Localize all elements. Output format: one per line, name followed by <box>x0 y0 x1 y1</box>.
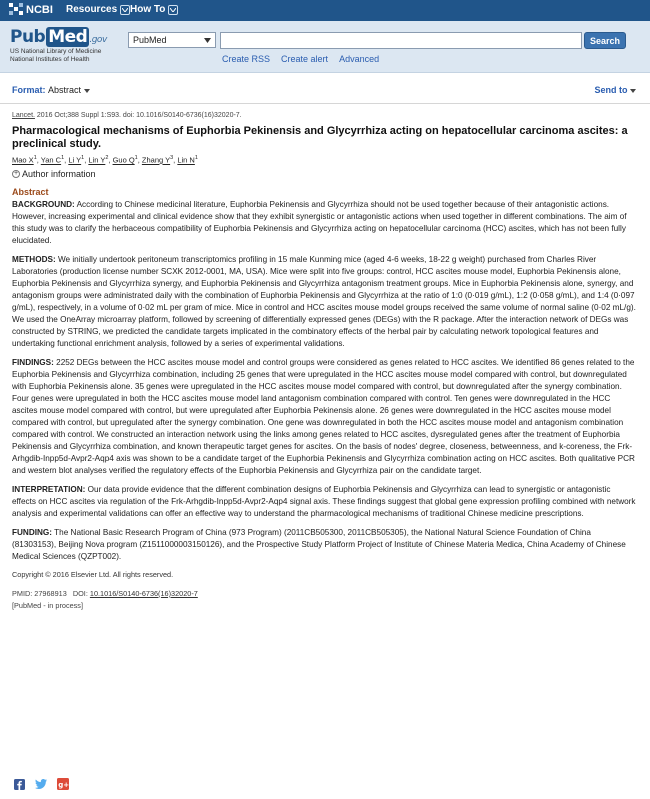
search-sub-links <box>222 54 379 64</box>
howto-label: How To <box>130 4 166 15</box>
pubmed-logo[interactable] <box>10 27 107 64</box>
journal-link[interactable]: Lancet. <box>12 112 35 119</box>
search-header <box>0 21 650 73</box>
abstract-sections <box>12 199 636 563</box>
caret-down-icon <box>84 89 90 93</box>
ncbi-logo[interactable] <box>9 3 53 16</box>
format-dropdown[interactable] <box>12 85 90 95</box>
article-title: Pharmacological mechanisms of Euphorbia Pekinensis and Glycyrrhiza acting on hepatocellular carcinoma ascites: a preclinical study. <box>12 125 628 150</box>
author-information-label: Author information <box>22 168 96 179</box>
svg-text:g+: g+ <box>58 781 69 789</box>
citation-details: 2016 Oct;388 Suppl 1:S93. doi: 10.1016/S0140-6736(16)32020-7. <box>34 112 242 119</box>
author-separator: , <box>36 155 41 165</box>
pubmed-status: [PubMed - in process] <box>12 600 83 610</box>
divider <box>0 103 650 104</box>
logo-pub: Pub <box>10 27 46 47</box>
pmid: PMID: 27968913 <box>12 588 67 598</box>
send-to-label: Send to <box>594 85 628 95</box>
section-text: 2252 DEGs between the HCC ascites mouse model and control groups were considered as genes related to HCC ascites. We identified 86 genes related to the Euphorbia Pekinensis and Glycyrrhiza combination, including 25 genes that were upregulated in the HCC ascites mouse model compared with control, but downregulated with Euphorbia Pekinensis alone. 35 genes were upregulated in the HCC ascites mouse model compared with control, but downregulated after the synergy combination. Four genes were upregulated in both the HCC ascites mouse model land antagonism combination compared with control. Ten genes were downregulated in the HCC ascites mouse model compared with control, but were upregulated after Euphorbia Pekinensis alone. 26 genes were downregulated in the HCC ascites mouse model compared with control, but upregulated after the synergy combination. One gene was downregulated in both the HCC ascites mouse model and antagonism combination compared with control. We constructed an interaction network using the links among genes related to HCC ascites, dysregulated genes after the treatment of Euphorbia Pekinensis and Glycyrrhiza combination, and known therapeutic target genes for ascites. On the basis of nodes' degree, closeness, betweenness, and k-coreness, the Frk-Arhgdib-Inpp5d-Avpr2-Aqp4 axis was shown to be a candidate target of the Euphorbia Pekinensis and Glycyrrhiza combination acting on HCC ascites. Both qualitative PCR and western blot analyses verified the regulatory effects of the Euphorbia Pekinensis and Glycyrrhiza pair on the candidate target. <box>12 357 635 475</box>
resources-menu[interactable] <box>66 4 130 15</box>
author-separator: , <box>108 155 113 165</box>
section-label: METHODS: <box>12 254 56 264</box>
author-separator: , <box>84 155 89 165</box>
search-input[interactable] <box>220 32 582 49</box>
twitter-icon[interactable] <box>35 779 47 789</box>
logo-med: Med <box>48 27 88 47</box>
ncbi-logo-icon <box>9 3 23 16</box>
abstract-section <box>12 357 636 477</box>
google-plus-icon[interactable] <box>57 778 69 790</box>
author-affiliation-sup[interactable]: 2 <box>105 155 109 161</box>
citation <box>12 112 636 119</box>
chevron-down-icon <box>120 5 130 15</box>
resources-label: Resources <box>66 4 118 15</box>
abstract-section <box>12 527 636 563</box>
doi-label: DOI: <box>72 588 88 598</box>
section-text: We initially undertook peritoneum transcriptomics profiling in 15 male Kunming mice (aged 4-6 weeks, 18-22 g weight) purchased from Charles River Laboratories (production license number SCXK 2012-0001, MA, USA). Mice were split into five groups: control, HCC ascites mouse model, Euphorbia Pekinensis alone, Euphorbia Pekinensis and Glycyrrhiza synergy, and Euphorbia Pekinensis and Glycyrrhiza antagonism treatment groups. Mice in Euphorbia Pekinensis alone, synergy, and antagonism groups were administrated daily with the combination of Euphorbia Pekinensis and Glycyrrhiza at the ratio of 1:0 (0·019 g/mL), 1:2 (0·058 g/mL), and 1:4 (0·097 g/mL), respectively, in a volume of 0·02 mL per gram of mice. Mice in control and HCC ascites mouse model groups received the same volume of normal saline (0·02 mL/g). We used the OneArray microarray platform, followed by screening of differentially expressed genes (DEGs) with the R package. After the interaction network of DEGs was constructed by STRING, we predicted the candidate targets implicated in the combinatory effects of the herbal pair by calculating network topological features and undertaking functional enrichment analysis, followed by a series of experimental validations. <box>12 254 636 348</box>
advanced-search-link[interactable]: Advanced <box>339 54 380 64</box>
author-link[interactable]: Lin Y <box>88 155 106 165</box>
chevron-down-icon <box>204 38 211 43</box>
author-affiliation-sup[interactable]: 1 <box>33 155 37 161</box>
section-label: FUNDING: <box>12 527 53 537</box>
logo-subline-1: US National Library of Medicine <box>10 48 102 55</box>
author-separator: , <box>173 155 178 165</box>
format-value: Abstract <box>48 85 82 95</box>
author-list <box>12 155 636 165</box>
format-label: Format: <box>12 85 46 95</box>
pmid-doi <box>12 589 636 598</box>
abstract-section <box>12 199 636 247</box>
abstract-heading: Abstract <box>12 186 49 197</box>
create-alert-link[interactable]: Create alert <box>281 54 329 64</box>
author-affiliation-sup[interactable]: 3 <box>170 155 174 161</box>
article-content <box>12 112 636 610</box>
author-link[interactable]: Yan C <box>40 155 62 165</box>
pubmed-wordmark <box>10 27 107 47</box>
share-icons <box>14 778 69 790</box>
copyright: Copyright © 2016 Elsevier Ltd. All rights reserved. <box>12 569 174 579</box>
author-affiliation-sup[interactable]: 1 <box>194 155 198 161</box>
howto-menu[interactable] <box>130 4 178 15</box>
author-affiliation-sup[interactable]: 1 <box>81 155 85 161</box>
logo-subline-2: National Institutes of Health <box>10 56 90 63</box>
abstract-section <box>12 484 636 520</box>
doi-link[interactable]: 10.1016/S0140-6736(16)32020-7 <box>89 588 198 598</box>
facebook-icon[interactable] <box>14 779 25 790</box>
format-bar <box>12 85 642 95</box>
send-to-dropdown[interactable] <box>594 85 636 95</box>
author-link[interactable]: Guo Q <box>112 155 135 165</box>
chevron-down-icon <box>168 5 178 15</box>
ncbi-logo-text: NCBI <box>26 3 53 16</box>
author-affiliation-sup[interactable]: 1 <box>134 155 138 161</box>
section-label: BACKGROUND: <box>12 199 75 209</box>
author-separator: , <box>64 155 69 165</box>
author-link[interactable]: Zhang Y <box>141 155 171 165</box>
author-information-toggle[interactable] <box>12 169 636 179</box>
author-affiliation-sup[interactable]: 1 <box>61 155 65 161</box>
author-link[interactable]: Mao X <box>12 155 34 165</box>
search-button[interactable]: Search <box>584 32 626 49</box>
logo-gov: .gov <box>89 35 107 45</box>
section-label: FINDINGS: <box>12 357 54 367</box>
caret-down-icon <box>630 89 636 93</box>
section-text: Our data provide evidence that the different combination designs of Euphorbia Pekinensis and Glycyrrhiza can lead to synergistic or antagonistic effects on HCC ascites via regulation of the Frk-Arhgdib-Inpp5d-Avpr2-Aqp4 signal axis. These findings suggest that global gene expression profiling combined with network analysis and experimental validations can offer an effective way to understand the pharmacological mechanisms of traditional Chinese medicine prescriptions. <box>12 484 636 518</box>
ncbi-top-bar <box>0 0 650 21</box>
database-select-value: PubMed <box>133 35 167 45</box>
section-text: The National Basic Research Program of China (973 Program) (2011CB505300, 2011CB505305), the National Natural Science Foundation of China (81303153), Beijing Nova program (Z1511000003150126), and the Prospective Study Platform Project of Institute of Chinese Materia Medica, China Academy of Chinese Medical Sciences (QZPT002). <box>12 527 626 561</box>
author-separator: , <box>137 155 142 165</box>
section-text: According to Chinese medicinal literature, Euphorbia Pekinensis and Glycyrrhiza should not be used together because of their antagonistic actions. However, increasing experimental and clinical evidence show that they exhibit synergistic or antagonistic actions when used together in different combinations. The aim of this study was to clarify the herbaceous compatibility of Euphorbia Pekinensis and Glycyrrhiza acting on hepatocellular carcinoma (HCC) ascites, which has not been fully elucidated. <box>12 199 627 245</box>
create-rss-link[interactable]: Create RSS <box>222 54 271 64</box>
section-label: INTERPRETATION: <box>12 484 86 494</box>
author-link[interactable]: Li Y <box>68 155 82 165</box>
expand-plus-icon: + <box>13 170 19 177</box>
database-select[interactable] <box>128 32 216 48</box>
abstract-section <box>12 254 636 350</box>
author-link[interactable]: Lin N <box>177 155 195 165</box>
